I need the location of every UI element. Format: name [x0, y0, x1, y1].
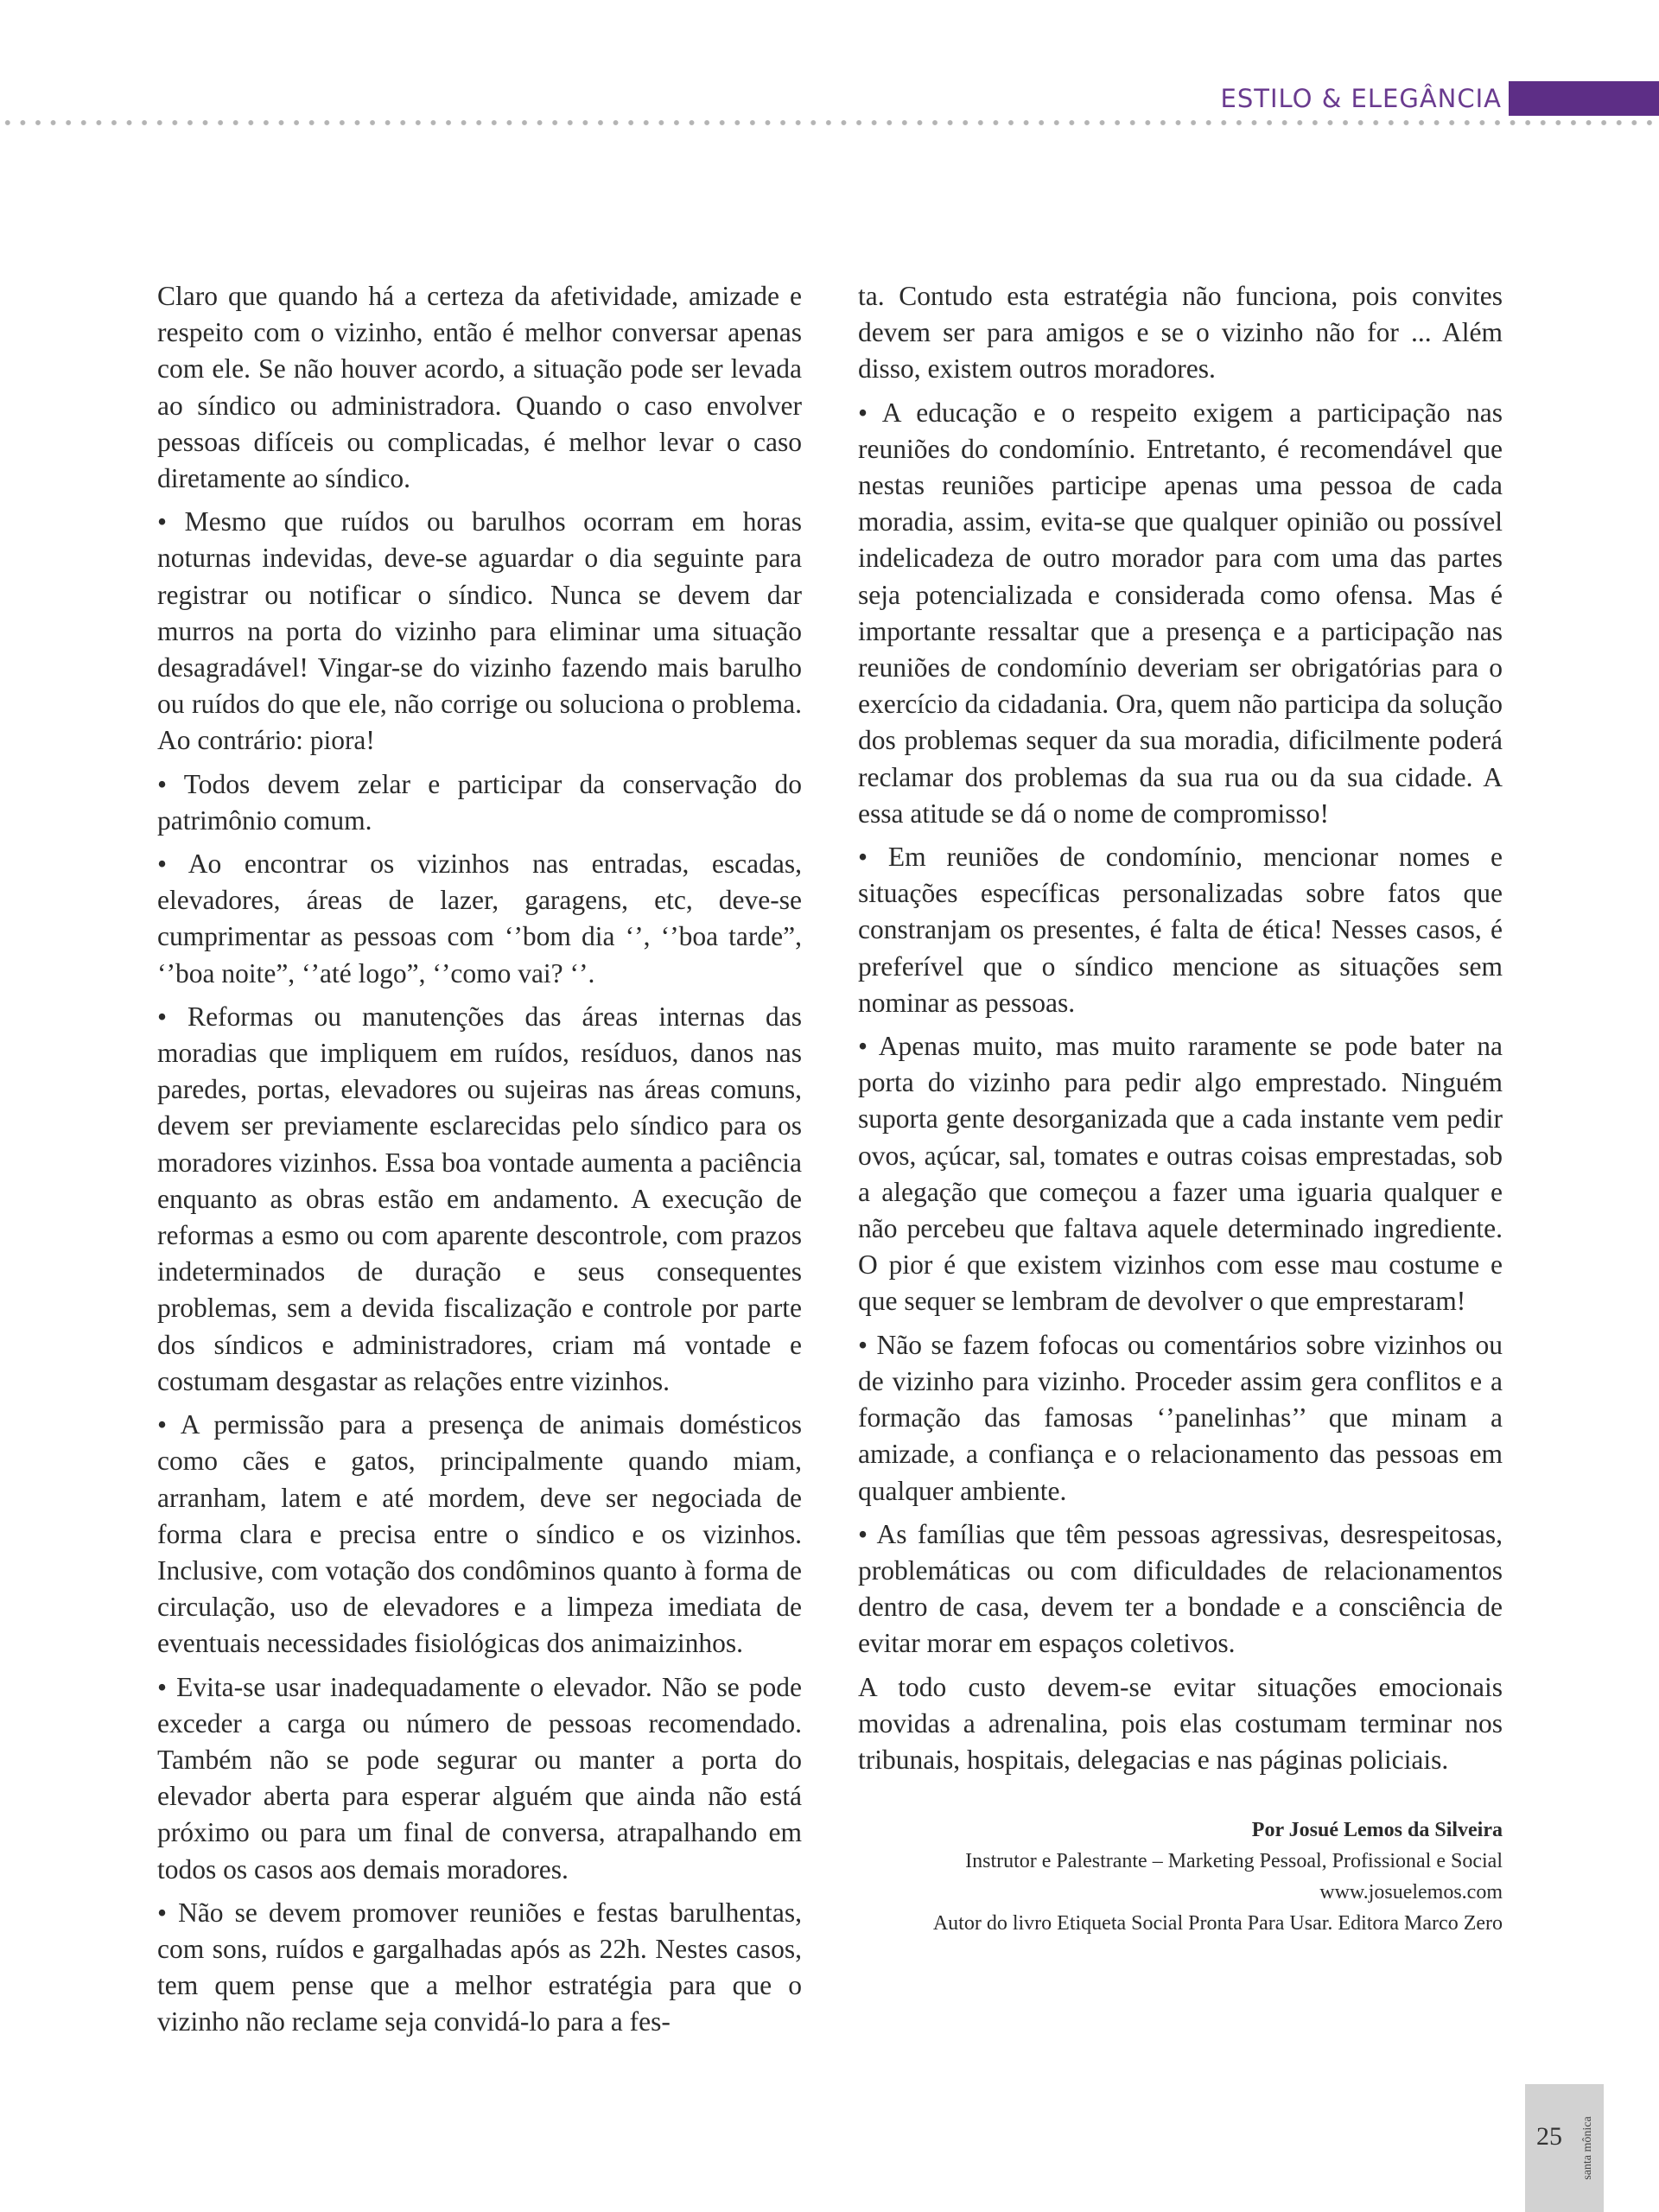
author-byline [858, 1815, 1503, 1939]
paragraph: • Evita-se usar inadequadamente o elevador. Não se pode exceder a carga ou número de pessoas recomendado. Também não se pode segurar ou manter a porta do elevador aberta para esperar alguém que ainda não está próximo ou para um final de conversa, atrapalhando em todos os casos aos demais moradores. [157, 1671, 802, 1885]
magazine-name: santa mônica [1581, 2116, 1594, 2180]
paragraph: • Em reuniões de condomínio, mencionar nomes e situações específicas personalizadas sobre fatos que constranjam os presentes, é falta de ética! Nesses casos, é preferível que o síndico mencione as situações sem nominar as pessoas. [858, 842, 1503, 1018]
paragraph: • As famílias que têm pessoas agressivas, desrespeitosas, problemáticas ou com dificuldades de relacionamentos dentro de casa, devem ter a bondade e a consciência de evitar morar em espaços coletivos. [858, 1518, 1503, 1659]
author-role: Instrutor e Palestrante – Marketing Pessoal, Profissional e Social [965, 1850, 1503, 1873]
paragraph: Claro que quando há a certeza da afetividade, amizade e respeito com o vizinho, então é melhor conversar apenas com ele. Se não houver acordo, a situação pode ser levada ao síndico ou administradora. Quando o caso envolver pessoas difíceis ou complicadas, é melhor levar o caso diretamente ao síndico. [157, 281, 802, 494]
paragraph: • A permissão para a presença de animais domésticos como cães e gatos, principalmente quando miam, arranham, latem e até mordem, deve ser negociada de forma clara e precisa entre o síndico e os vizinhos. Inclusive, com votação dos condôminos quanto à forma de circulação, uso de elevadores e a limpeza imediata de eventuais necessidades fisiológicas dos animaizinhos. [157, 1409, 802, 1659]
dotted-divider [0, 119, 1659, 126]
paragraph: A todo custo devem-se evitar situações emocionais movidas a adrenalina, pois elas costumam terminar nos tribunais, hospitais, delegacias e nas páginas policiais. [858, 1671, 1503, 1775]
paragraph: • Apenas muito, mas muito raramente se pode bater na porta do vizinho para pedir algo emprestado. Ninguém suporta gente desorganizada que a cada instante vem pedir ovos, açúcar, sal, tomates e outras coisas emprestadas, sob a alegação que começou a fazer uma iguaria qualquer e não percebeu que faltava aquele determinado ingrediente. O pior é que existem vizinhos com esse mau costume e que sequer se lembram de devolver o que emprestaram! [858, 1031, 1503, 1317]
header-accent-bar [1509, 81, 1659, 116]
section-title: ESTILO & ELEGÂNCIA [1220, 84, 1502, 113]
paragraph: • A educação e o respeito exigem a participação nas reuniões do condomínio. Entretanto, é recomendável que nestas reuniões participe apenas uma pessoa de cada moradia, assim, evita-se que qualquer opinião ou possível indelicadeza de outro morador para com uma das partes seja potencializada e considerada como ofensa. Mas é importante ressaltar que a presença e a participação nas reuniões de condomínio deveriam ser obrigatórias para o exercício da cidadania. Ora, quem não participa da solução dos problemas sequer da sua moradia, dificilmente poderá reclamar dos problemas da sua rua ou da sua cidade. A essa atitude se dá o nome de compromisso! [858, 397, 1503, 829]
paragraph: ta. Contudo esta estratégia não funciona, pois convites devem ser para amigos e se o vizinho não for ... Além disso, existem outros moradores. [858, 281, 1503, 385]
author-website: www.josuelemos.com [1319, 1881, 1503, 1904]
author-name: Por Josué Lemos da Silveira [1251, 1819, 1503, 1842]
paragraph: • Reformas ou manutenções das áreas internas das moradias que impliquem em ruídos, resíduos, danos nas paredes, portas, elevadores ou sujeiras nas áreas comuns, devem ser previamente esclarecidas pelo síndico para os moradores vizinhos. Essa boa vontade aumenta a paciência enquanto as obras estão em andamento. A execução de reformas a esmo ou com aparente descontrole, com prazos indeterminados de duração e seus consequentes problemas, sem a devida fiscalização e controle por parte dos síndicos e administradores, criam má vontade e costumam desgastar as relações entre vizinhos. [157, 1001, 802, 1396]
paragraph: • Não se fazem fofocas ou comentários sobre vizinhos ou de vizinho para vizinho. Proceder assim gera conflitos e a formação das famosas ‘’panelinhas’’ que minam a amizade, a confiança e o relacionamento das pessoas em qualquer ambiente. [858, 1329, 1503, 1506]
paragraph: • Todos devem zelar e participar da conservação do patrimônio comum. [157, 768, 802, 836]
article-column-right [858, 278, 1503, 1939]
paragraph: • Ao encontrar os vizinhos nas entradas, escadas, elevadores, áreas de lazer, garagens, etc, deve-se cumprimentar as pessoas com ‘’bom dia ‘’, ‘’boa tarde”, ‘’boa noite”, ‘’até logo”, ‘’como vai? ‘’. [157, 849, 802, 988]
author-book: Autor do livro Etiqueta Social Pronta Para Usar. Editora Marco Zero [932, 1912, 1503, 1936]
page-number: 25 [1536, 2122, 1562, 2151]
article-column-left [157, 278, 802, 2048]
paragraph: • Mesmo que ruídos ou barulhos ocorram em horas noturnas indevidas, deve-se aguardar o dia seguinte para registrar ou notificar o síndico. Nunca se devem dar murros na porta do vizinho para eliminar uma situação desagradável! Vingar-se do vizinho fazendo mais barulho ou ruídos do que ele, não corrige ou soluciona o problema. Ao contrário: piora! [157, 506, 802, 756]
paragraph: • Não se devem promover reuniões e festas barulhentas, com sons, ruídos e gargalhadas após as 22h. Nestes casos, tem quem pense que a melhor estratégia para que o vizinho não reclame seja convidá-lo para a fes- [157, 1897, 802, 2037]
